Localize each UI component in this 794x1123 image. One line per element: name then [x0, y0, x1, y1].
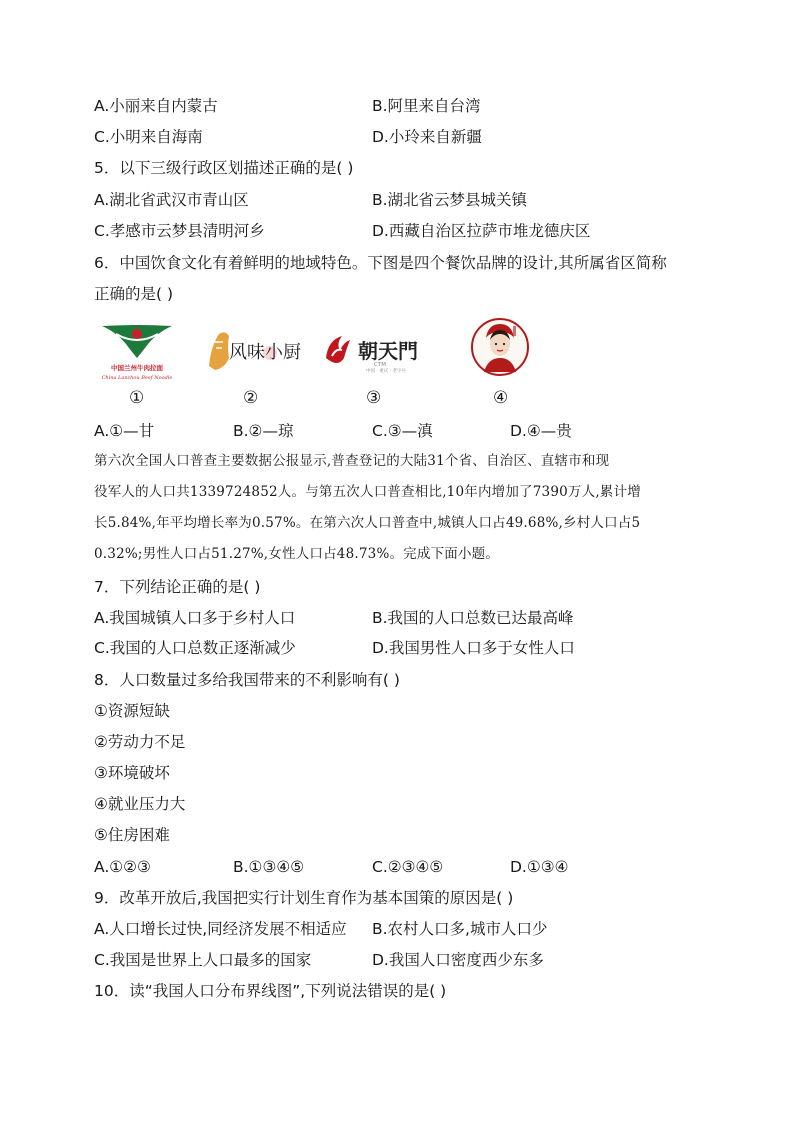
q8-option-a: A.①②③ [94, 858, 151, 876]
passage-line-2: 役军人的人口共1339724852人。与第五次人口普查相比,10年内增加了7390万人,累计增 [94, 484, 641, 500]
q9-option-a: A.人口增长过快,同经济发展不相适应 [94, 920, 347, 938]
lanzhou-noodle-logo [96, 320, 178, 384]
q6-option-b: B.②—琼 [233, 422, 294, 440]
q10-stem: 10．读“我国人口分布界线图”,下列说法错误的是( ) [94, 982, 447, 1000]
q4-option-d: D.小玲来自新疆 [372, 128, 482, 146]
lanzhou-en-text: China Lanzhou Beef Noodle [101, 375, 173, 381]
q8-option-c: C.②③④⑤ [372, 858, 444, 876]
passage-line-4: 0.32%;男性人口占51.27%,女性人口占48.73%。完成下面小题。 [94, 546, 500, 562]
passage-line-1: 第六次全国人口普查主要数据公报显示,普查登记的大陆31个省、自治区、直辖市和现 [94, 453, 610, 469]
q8-option-b: B.①③④⑤ [233, 858, 305, 876]
chaotianmen-logo [322, 328, 428, 374]
logo-number-2: ② [243, 388, 259, 408]
q6-stem-line2: 正确的是( ) [94, 285, 174, 303]
fengwei-text: 风味小厨 [229, 342, 301, 363]
q4-option-b: B.阿里来自台湾 [372, 97, 481, 115]
q8-item-4: ④就业压力大 [94, 795, 186, 813]
q8-item-3: ③环境破坏 [94, 764, 170, 782]
q5-stem: 5．以下三级行政区划描述正确的是( ) [94, 159, 354, 177]
logo-number-3: ③ [366, 388, 382, 408]
chaotianmen-icon [322, 328, 428, 374]
q7-stem: 7．下列结论正确的是( ) [94, 578, 261, 596]
q6-stem-line1: 6．中国饮食文化有着鲜明的地域特色。下图是四个餐饮品牌的设计,其所属省区简称 [94, 254, 667, 272]
q8-item-5: ⑤住房困难 [94, 826, 170, 844]
q8-item-1: ①资源短缺 [94, 702, 170, 720]
q9-option-b: B.农村人口多,城市人口少 [372, 920, 548, 938]
chaotianmen-en-text: CTM [374, 362, 386, 368]
lanzhou-noodle-icon [96, 320, 178, 384]
q4-option-c: C.小明来自海南 [94, 128, 203, 146]
q7-option-a: A.我国城镇人口多于乡村人口 [94, 609, 296, 627]
q5-option-b: B.湖北省云梦县城关镇 [372, 191, 528, 209]
logo-number-1: ① [129, 388, 145, 408]
q6-option-a: A.①—甘 [94, 422, 155, 440]
logo-number-4: ④ [493, 388, 509, 408]
q6-option-c: C.③—滇 [372, 422, 433, 440]
q7-option-d: D.我国男性人口多于女性人口 [372, 639, 575, 657]
q8-option-d: D.①③④ [510, 858, 569, 876]
q7-option-c: C.我国的人口总数正逐渐减少 [94, 639, 296, 657]
woman-portrait-logo [470, 316, 530, 378]
q9-option-c: C.我国是世界上人口最多的国家 [94, 951, 312, 969]
passage [94, 446, 706, 570]
q6-option-d: D.④—贵 [510, 422, 572, 440]
q5-option-c: C.孝感市云梦县清明河乡 [94, 222, 265, 240]
q4-option-a: A.小丽来自内蒙古 [94, 97, 218, 115]
q5-option-d: D.西藏自治区拉萨市堆龙德庆区 [372, 222, 591, 240]
fengwei-kitchen-logo [207, 328, 302, 374]
q9-stem: 9．改革开放后,我国把实行计划生育作为基本国策的原因是( ) [94, 889, 514, 907]
q5-option-a: A.湖北省武汉市青山区 [94, 191, 249, 209]
fengwei-kitchen-icon [207, 328, 302, 374]
q7-option-b: B.我国的人口总数已达最高峰 [372, 609, 574, 627]
q8-stem: 8．人口数量过多给我国带来的不利影响有( ) [94, 671, 400, 689]
lanzhou-cn-text: 中国兰州牛肉拉面 [111, 364, 163, 372]
chaotianmen-text: 朝天門 [358, 339, 418, 363]
q8-item-2: ②劳动力不足 [94, 733, 186, 751]
q9-option-d: D.我国人口密度西少东多 [372, 951, 544, 969]
woman-portrait-icon [470, 316, 530, 378]
chaotianmen-sub-text: 中国 · 重庆 · 老字号 [365, 369, 407, 374]
passage-line-3: 长5.84%,年平均增长率为0.57%。在第六次人口普查中,城镇人口占49.68%,乡村人口占5 [94, 515, 641, 531]
